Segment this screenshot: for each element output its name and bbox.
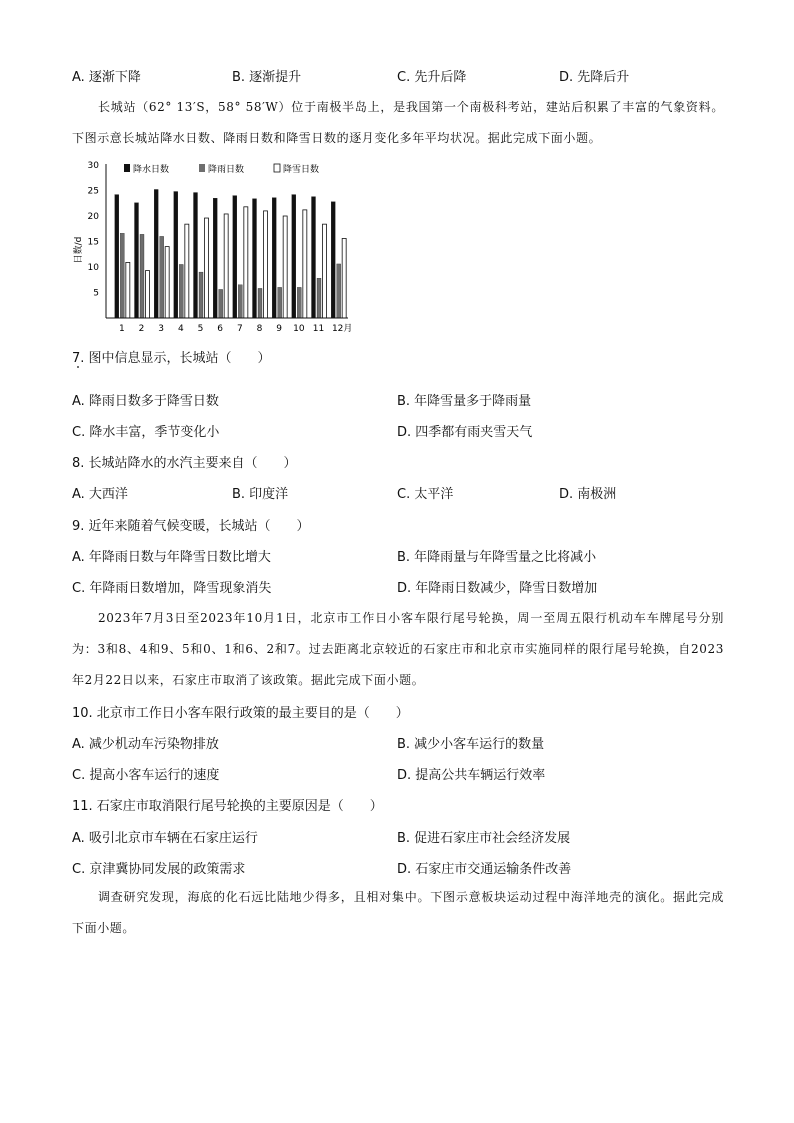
x-tick-label: 4: [177, 324, 184, 334]
passage-great-wall-station: 长城站（62° 13′S，58° 58′W）位于南极半岛上，是我国第一个南极科考站，建站后积累了丰富的气象资料。下图示意长城站降水日数、降雨日数和降雪日数的逐月变化多年平均状况。据此完成下面小题。: [72, 100, 724, 145]
x-tick-label: 6: [217, 324, 224, 334]
y-tick-label: 20: [87, 212, 99, 222]
bar-rain-month-9: [278, 287, 282, 318]
bar-precip-month-11: [312, 197, 316, 318]
q7-stem: 7. 图中信息显示，长城站（ ）: [72, 351, 271, 366]
bar-snow-month-6: [224, 214, 228, 318]
bar-rain-month-8: [258, 288, 262, 318]
q10-stem: 10. 北京市工作日小客车限行政策的最主要目的是（ ）: [72, 706, 409, 721]
q8-option-c: C. 太平洋: [397, 487, 454, 502]
legend-label-snow: 降雪日数: [283, 165, 320, 175]
bar-rain-month-4: [179, 264, 183, 318]
bar-precip-month-2: [135, 203, 139, 318]
bar-rain-month-3: [160, 236, 164, 318]
q10-option-d: D. 提高公共车辆运行效率: [397, 768, 546, 783]
q8-option-a: A. 大西洋: [72, 487, 128, 502]
bar-snow-month-5: [205, 218, 209, 318]
bar-snow-month-4: [185, 224, 189, 318]
q6-option-c: C. 先升后降: [397, 70, 467, 85]
q8-stem: 8. 长城站降水的水汽主要来自（ ）: [72, 456, 297, 471]
legend-swatch-rain: [199, 164, 205, 172]
q9-option-c: C. 年降雨日数增加，降雪现象消失: [72, 581, 272, 596]
bar-precip-month-3: [154, 189, 158, 318]
bar-precip-month-12: [331, 202, 335, 318]
bar-precip-month-5: [194, 193, 198, 318]
bar-rain-month-11: [317, 278, 321, 318]
q8-option-b: B. 印度洋: [232, 487, 289, 502]
q10-options-row2: [72, 764, 732, 784]
bar-rain-month-6: [219, 289, 223, 318]
q9-options-row1: [72, 546, 732, 566]
bar-precip-month-4: [174, 192, 178, 318]
q11-option-b: B. 促进石家庄市社会经济发展: [397, 831, 571, 846]
legend-label-precip: 降水日数: [133, 165, 170, 175]
q7-options-row2: [72, 421, 732, 441]
bar-precip-month-10: [292, 195, 296, 318]
bar-precip-month-8: [253, 199, 257, 318]
bar-snow-month-7: [244, 207, 248, 318]
q11-option-c: C. 京津冀协同发展的政策需求: [72, 862, 246, 877]
x-tick-label: 9: [276, 324, 283, 334]
q7-option-b: B. 年降雪量多于降雨量: [397, 394, 532, 409]
q11-options-row2: [72, 858, 732, 878]
q7-option-a: A. 降雨日数多于降雪日数: [72, 394, 219, 409]
passage-seafloor-fossils: 调查研究发现，海底的化石远比陆地少得多，且相对集中。下图示意板块运动过程中海洋地壳的演化。据此完成下面小题。: [72, 890, 724, 935]
y-tick-label: 10: [87, 263, 99, 273]
passage-beijing-traffic: 2023年7月3日至2023年10月1日，北京市工作日小客车限行尾号轮换，周一至周五限行机动车车牌尾号分别为：3和8、4和9、5和0、1和6、2和7。过去距离北京较近的石家庄市和北京市实施同样的限行尾号轮换，自2023年2月22日以来，石家庄市取消了该政策。据此完成下面小题。: [72, 611, 724, 687]
bar-snow-month-1: [126, 262, 130, 318]
q9-stem: 9. 近年来随着气候变暖，长城站（ ）: [72, 519, 310, 534]
q6-option-b: B. 逐渐提升: [232, 70, 302, 85]
bar-snow-month-12: [342, 238, 346, 318]
x-tick-label: 11: [312, 324, 325, 334]
q11-option-d: D. 石家庄市交通运输条件改善: [397, 862, 572, 877]
q10-option-c: C. 提高小客车运行的速度: [72, 768, 220, 783]
bar-snow-month-11: [323, 224, 327, 318]
legend-swatch-snow: [274, 164, 280, 172]
x-tick-label: 10: [293, 324, 305, 334]
q7-option-d: D. 四季都有雨夹雪天气: [397, 425, 533, 440]
q9-option-a: A. 年降雨日数与年降雪日数比增大: [72, 550, 271, 565]
bar-snow-month-8: [264, 211, 268, 318]
x-tick-label: 8: [256, 324, 263, 334]
legend-label-rain: 降雨日数: [208, 165, 245, 175]
q10-option-b: B. 减少小客车运行的数量: [397, 737, 545, 752]
bar-rain-month-7: [238, 285, 242, 318]
q10-option-a: A. 减少机动车污染物排放: [72, 737, 219, 752]
x-tick-label: 5: [197, 324, 204, 334]
x-tick-label: 7: [236, 324, 243, 334]
q6-option-a: A. 逐渐下降: [72, 70, 141, 85]
bar-precip-month-9: [272, 198, 276, 318]
q8-option-d: D. 南极洲: [559, 487, 617, 502]
y-tick-label: 5: [93, 288, 99, 299]
bar-snow-month-3: [165, 247, 169, 318]
bar-snow-month-10: [303, 210, 307, 318]
q11-options-row1: [72, 827, 732, 847]
stray-dot: [77, 366, 79, 368]
q7-options-row1: [72, 390, 732, 410]
q10-options-row1: [72, 733, 732, 753]
x-tick-label: 1: [118, 324, 125, 334]
y-tick-label: 30: [87, 161, 99, 171]
q11-option-a: A. 吸引北京市车辆在石家庄运行: [72, 831, 258, 846]
q9-option-b: B. 年降雨量与年降雪量之比将减小: [397, 550, 597, 565]
bar-rain-month-12: [337, 264, 341, 318]
q8-options: [72, 483, 732, 503]
y-tick-label: 15: [87, 237, 99, 248]
x-tick-label: 12月: [331, 324, 353, 334]
precipitation-days-chart: [72, 158, 362, 338]
q6-options: [72, 66, 732, 86]
y-axis-label: 日数/d: [74, 236, 84, 264]
legend-swatch-precip: [124, 164, 130, 172]
chart-legend: [124, 163, 319, 175]
q9-option-d: D. 年降雨日数减少，降雪日数增加: [397, 581, 598, 596]
bar-rain-month-1: [120, 233, 124, 318]
bar-snow-month-2: [146, 271, 150, 318]
q9-options-row2: [72, 577, 732, 597]
bar-precip-month-7: [233, 196, 237, 318]
bar-rain-month-10: [297, 287, 301, 318]
bar-precip-month-6: [213, 198, 217, 318]
bar-rain-month-5: [199, 272, 203, 318]
bar-rain-month-2: [140, 234, 144, 318]
x-tick-label: 3: [158, 324, 165, 334]
q6-option-d: D. 先降后升: [559, 70, 630, 85]
y-tick-label: 25: [87, 186, 99, 197]
q11-stem: 11. 石家庄市取消限行尾号轮换的主要原因是（ ）: [72, 799, 383, 814]
bar-precip-month-1: [115, 195, 119, 318]
x-tick-label: 2: [138, 324, 145, 334]
q7-option-c: C. 降水丰富，季节变化小: [72, 425, 220, 440]
bar-snow-month-9: [283, 216, 287, 318]
